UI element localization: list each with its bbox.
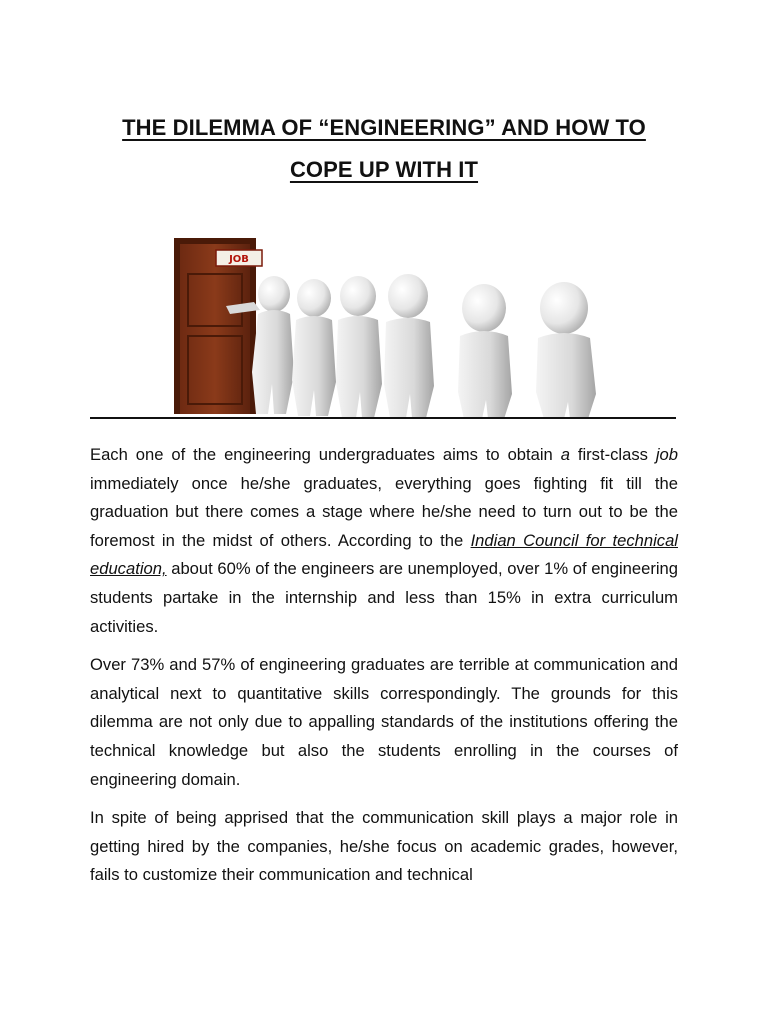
person-figure [458, 284, 512, 419]
paragraph: Each one of the engineering undergraduates aims to obtain a first-class job immediately once he/she graduates, everything goes fighting fit till the graduation but there comes a stage where he/she need to turn out to be the foremost in the midst of others. According to the Indian Council for technical education, about 60% of the engineers are unemployed, over 1% of engineering students partake in the internship and less than 15% in extra curriculum activities. [90, 445, 678, 636]
title-line-1: THE DILEMMA OF “ENGINEERING” AND HOW TO [122, 114, 646, 140]
person-figure [292, 279, 336, 416]
job-sign [216, 250, 262, 266]
person-figure [536, 282, 596, 419]
paragraph: Over 73% and 57% of engineering graduates are terrible at communication and analytical next to quantitative skills correspondingly. The grounds for this dilemma are not only due to appalling standards of the institutions offering the technical knowledge but also the students enrolling in the courses of engineering domain. [90, 655, 678, 789]
article-body [90, 441, 678, 900]
council-link[interactable]: Indian Council for technical education, [90, 530, 678, 579]
title-line-2: COPE UP WITH IT [289, 156, 479, 182]
horizontal-divider [90, 417, 676, 419]
person-figure [384, 274, 434, 418]
person-figure [336, 276, 382, 418]
paragraph: In spite of being apprised that the communication skill plays a major role in getting hired by the companies, he/she focus on academic grades, however, fails to customize their communication and technical [90, 808, 678, 885]
page-title [60, 107, 708, 191]
job-queue-illustration [168, 234, 608, 419]
job-sign-text: JOB [229, 254, 249, 265]
